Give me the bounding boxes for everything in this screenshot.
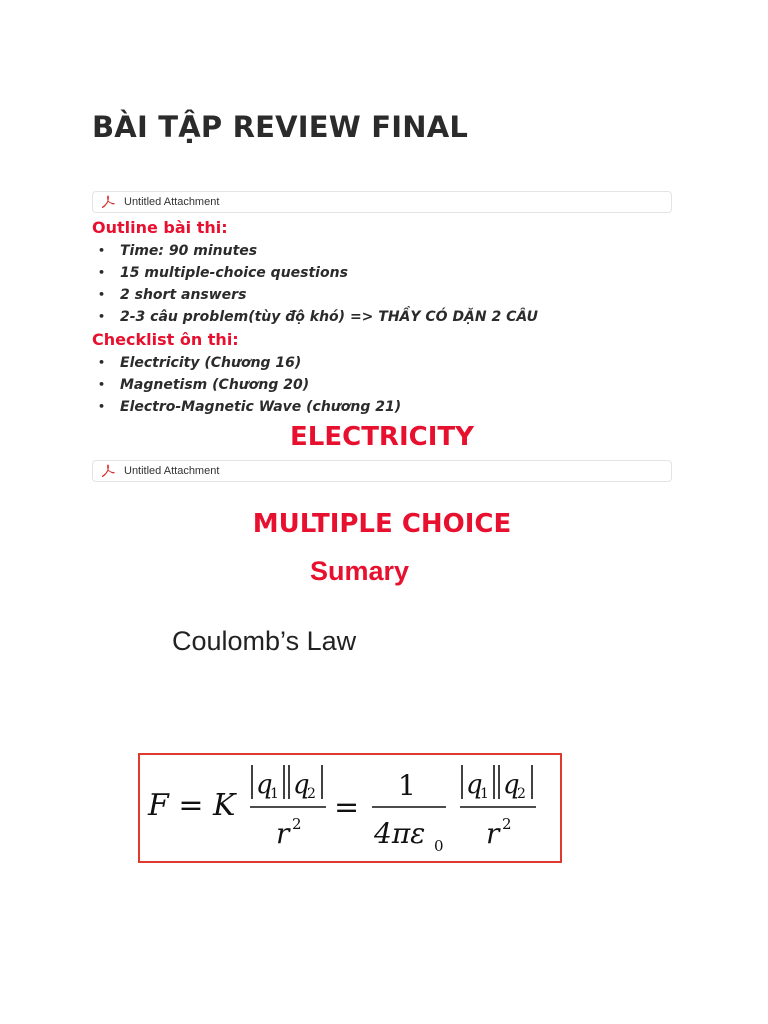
outline-heading: Outline bài thi: xyxy=(92,218,228,237)
subsection-title: MULTIPLE CHOICE xyxy=(252,509,512,539)
formula-sub: 2 xyxy=(307,786,316,802)
list-item: • Electro-Magnetic Wave (chương 21) xyxy=(98,399,402,415)
attachment-1[interactable] xyxy=(92,191,672,213)
list-item: • 15 multiple-choice questions xyxy=(98,265,348,281)
list-item: • Magnetism (Chương 20) xyxy=(98,377,310,393)
list-item: • 2 short answers xyxy=(98,287,247,303)
formula-equals: = xyxy=(334,790,360,825)
formula-sub: 1 xyxy=(480,786,489,802)
pdf-icon xyxy=(100,194,116,210)
list-item: • Time: 90 minutes xyxy=(98,243,258,259)
formula-sub: 2 xyxy=(517,786,526,802)
list-item: • Electricity (Chương 16) xyxy=(98,355,302,371)
formula-q: q xyxy=(466,770,483,800)
attachment-label: Untitled Attachment xyxy=(124,465,220,477)
formula-sub: 0 xyxy=(434,837,444,855)
outline-list xyxy=(92,240,538,328)
formula-exp: 2 xyxy=(292,815,302,833)
formula-exp: 2 xyxy=(502,815,512,833)
formula-lhs: F = K xyxy=(148,788,236,823)
section-title: ELECTRICITY xyxy=(290,422,474,452)
page-title: BÀI TẬP REVIEW FINAL xyxy=(92,110,469,144)
formula-q: q xyxy=(256,770,273,800)
attachment-2[interactable] xyxy=(92,460,672,482)
law-title: Coulomb’s Law xyxy=(172,626,357,656)
formula-box xyxy=(138,753,562,863)
attachment-label: Untitled Attachment xyxy=(124,196,220,208)
list-item: • 2-3 câu problem(tùy độ khó) => THẦY CÓ DẶN 2 CÂU xyxy=(98,309,538,325)
slide-heading: Sumary xyxy=(310,556,410,586)
formula-sub: 1 xyxy=(270,786,279,802)
formula-r: r xyxy=(276,817,290,850)
formula-one: 1 xyxy=(398,769,416,802)
formula-q: q xyxy=(293,770,310,800)
formula-q: q xyxy=(503,770,520,800)
pdf-icon xyxy=(100,463,116,479)
checklist-list xyxy=(92,352,401,418)
formula-denominator: 4πε xyxy=(374,817,426,850)
slide-image xyxy=(96,548,662,888)
checklist-heading: Checklist ôn thi: xyxy=(92,330,239,349)
formula-r: r xyxy=(486,817,500,850)
coulomb-formula xyxy=(140,755,560,861)
